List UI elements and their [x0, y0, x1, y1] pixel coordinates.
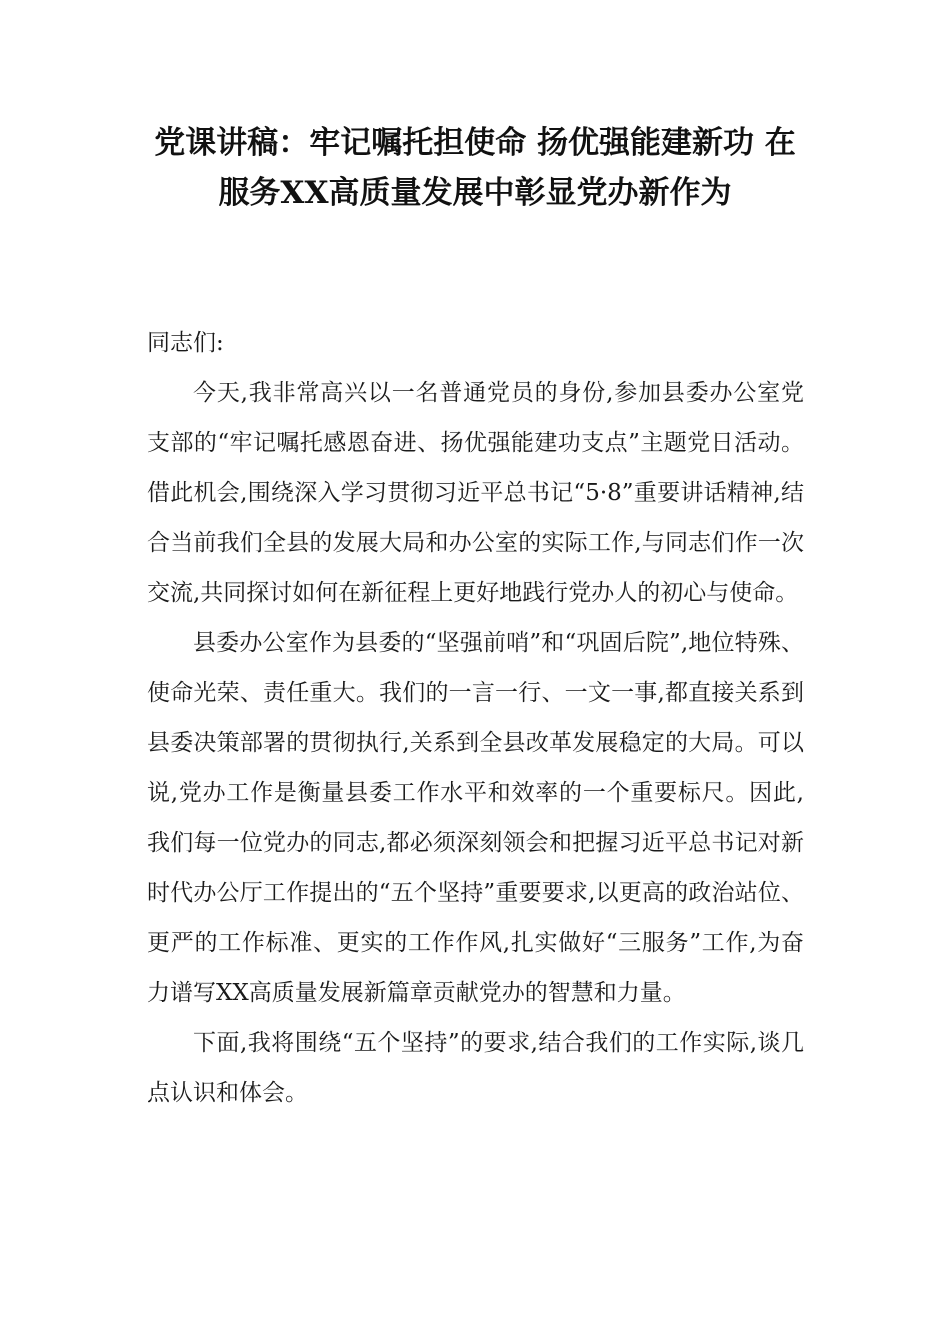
document-body — [147, 318, 804, 1118]
paragraph-1: 今天,我非常高兴以一名普通党员的身份,参加县委办公室党支部的“牢记嘱托感恩奋进、扬优强能建功支点”主题党日活动。借此机会,围绕深入学习贯彻习近平总书记“5·8”重要讲话精神,结合当前我们全县的发展大局和办公室的实际工作,与同志们作一次交流,共同探讨如何在新征程上更好地践行党办人的初心与使命。 — [147, 380, 804, 606]
paragraph-3: 下面,我将围绕“五个坚持”的要求,结合我们的工作实际,谈几点认识和体会。 — [147, 1030, 804, 1106]
paragraph-2: 县委办公室作为县委的“坚强前哨”和“巩固后院”,地位特殊、使命光荣、责任重大。我们的一言一行、一文一事,都直接关系到县委决策部署的贯彻执行,关系到全县改革发展稳定的大局。可以说,党办工作是衡量县委工作水平和效率的一个重要标尺。因此,我们每一位党办的同志,都必须深刻领会和把握习近平总书记对新时代办公厅工作提出的“五个坚持”重要要求,以更高的政治站位、更严的工作标准、更实的工作作风,扎实做好“三服务”工作,为奋力谱写XX高质量发展新篇章贡献党办的智慧和力量。 — [147, 630, 804, 1006]
salutation: 同志们: — [147, 330, 224, 356]
document-title: 党课讲稿：牢记嘱托担使命 扬优强能建新功 在服务XX高质量发展中彰显党办新作为 — [154, 125, 796, 211]
